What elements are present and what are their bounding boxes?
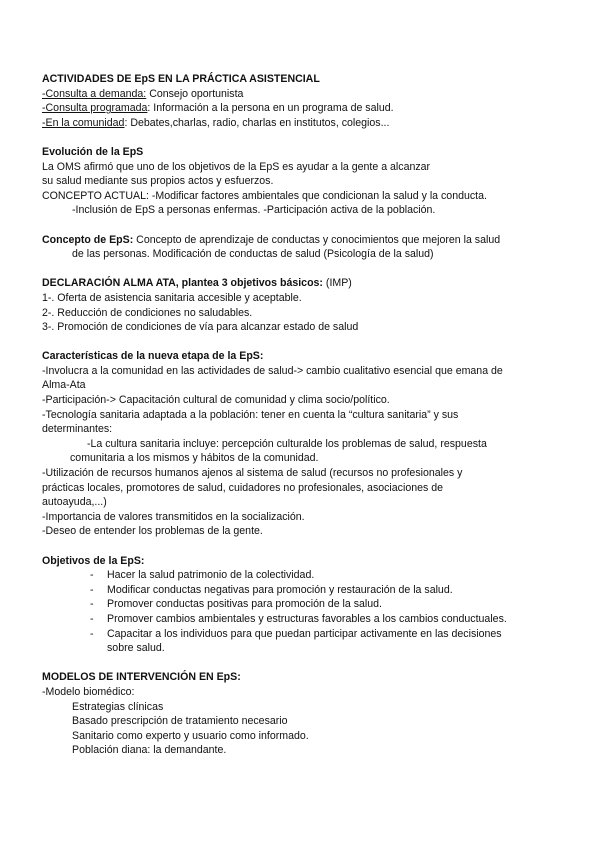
paragraph-line: su salud mediante sus propios actos y esfuerzos.: [42, 175, 274, 188]
list-item: - Promover cambios ambientales y estructuras favorables a los cambios conductuales.: [90, 612, 507, 625]
section-modelos: [42, 670, 560, 758]
paragraph-line: prácticas locales, promotores de salud, cuidadores no profesionales, asociaciones de: [42, 481, 444, 494]
paragraph-line: CONCEPTO ACTUAL: -Modificar factores ambientales que condicionan la salud y la conducta.: [42, 189, 487, 202]
list-item: -Consulta programada: Información a la persona en un programa de salud.: [42, 102, 394, 115]
list-item: 3-. Promoción de condiciones de vía para alcanzar estado de salud: [42, 321, 359, 334]
objectives-list: [42, 568, 560, 656]
paragraph-line: Alma-Ata: [42, 379, 86, 392]
list-item: -Consulta a demanda: Consejo oportunista: [42, 87, 244, 100]
section-heading: Evolución de la EpS: [42, 145, 144, 158]
paragraph-line: -Tecnología sanitaria adaptada a la población: tener en cuenta la “cultura sanitaria” y sus: [42, 408, 459, 421]
paragraph-line: -Involucra a la comunidad en las actividades de salud-> cambio cualitativo esencial que emana de: [42, 364, 503, 377]
paragraph-line: -Deseo de entender los problemas de la gente.: [42, 525, 263, 538]
list-item: Estrategias clínicas: [72, 700, 164, 713]
paragraph-line: -Importancia de valores transmitidos en la socialización.: [42, 510, 305, 523]
section-heading: Objetivos de la EpS:: [42, 554, 145, 567]
paragraph-line: -Participación-> Capacitación cultural de comunidad y clima socio/político.: [42, 394, 390, 407]
list-item: - Capacitar a los individuos para que puedan participar activamente en las decisiones sobre salud.: [90, 627, 502, 655]
paragraph-line: autoayuda,...): [42, 496, 107, 509]
paragraph-line: de las personas. Modificación de conductas de salud (Psicología de la salud): [72, 248, 434, 261]
paragraph-line: La OMS afirmó que uno de los objetivos de la EpS es ayudar a la gente a alcanzar: [42, 160, 431, 173]
section-objetivos: [42, 554, 560, 656]
paragraph-line: Concepto de EpS: Concepto de aprendizaje de conductas y conocimientos que mejoren la salud: [42, 233, 501, 246]
list-item: 1-. Oferta de asistencia sanitaria accesible y aceptable.: [42, 291, 302, 304]
list-item: Población diana: la demandante.: [72, 744, 227, 757]
paragraph-line: -Utilización de recursos humanos ajenos al sistema de salud (recursos no profesionales y: [42, 467, 463, 480]
paragraph-line: comunitaria a los mismos y hábitos de la comunidad.: [70, 452, 319, 465]
section-concepto: [42, 233, 560, 262]
list-item: - Modificar conductas negativas para promoción y restauración de la salud.: [90, 583, 453, 596]
section-evolucion: [42, 145, 560, 218]
section-heading: ACTIVIDADES DE EpS EN LA PRÁCTICA ASISTENCIAL: [42, 73, 320, 85]
paragraph-line: determinantes:: [42, 423, 113, 436]
section-actividades: [42, 72, 560, 130]
section-alma-ata: [42, 276, 560, 334]
list-item: 2-. Reducción de condiciones no saludables.: [42, 306, 253, 319]
list-item: Basado prescripción de tratamiento necesario: [72, 715, 288, 728]
list-item: Sanitario como experto y usuario como informado.: [72, 729, 309, 742]
paragraph-line: -Inclusión de EpS a personas enfermas. -Participación activa de la población.: [72, 204, 436, 217]
subheading: -Modelo biomédico:: [42, 685, 135, 698]
list-item: -En la comunidad: Debates,charlas, radio, charlas en institutos, colegios...: [42, 116, 390, 129]
list-item: - Promover conductas positivas para promoción de la salud.: [90, 598, 382, 611]
section-heading: DECLARACIÓN ALMA ATA, plantea 3 objetivos básicos: (IMP): [42, 277, 352, 290]
section-caracteristicas: [42, 349, 560, 539]
paragraph-line: -La cultura sanitaria incluye: percepción culturalde los problemas de salud, respuesta: [87, 437, 487, 450]
section-heading: MODELOS DE INTERVENCIÓN EN EpS:: [42, 671, 241, 684]
list-item: - Hacer la salud patrimonio de la colectividad.: [90, 569, 315, 582]
section-heading: Características de la nueva etapa de la EpS:: [42, 350, 264, 363]
